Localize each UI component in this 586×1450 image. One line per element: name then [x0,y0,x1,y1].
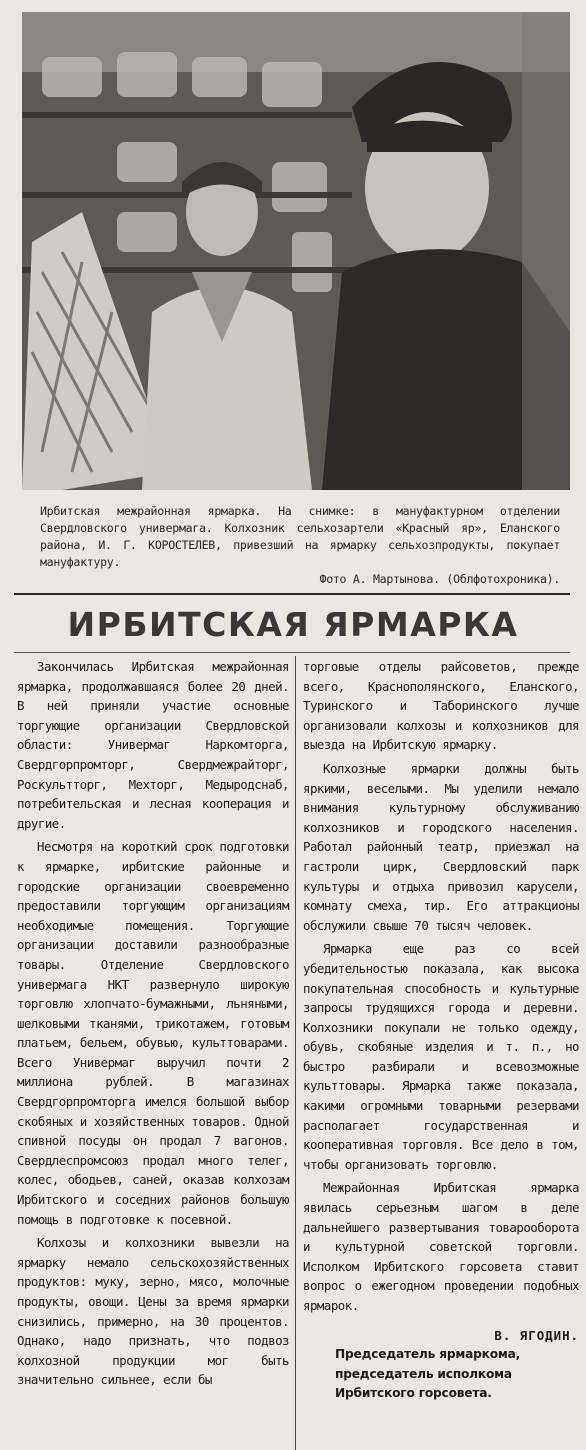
paragraph: Ярмарка еще раз со всей убедительностью показала, как высока покупательная способность и культурные запросы трудящихся города и деревни. Колхозники покупали не только одежду, обувь, скобяные изделия и т. п., но быстро разбирали и всевозможные культтовары. Ярмарка также показала, какими огромными товарными резервами располагает государственная и кооперативная торговля. Все дело в том, чтобы организовать торговлю. [303,941,579,1172]
paragraph: Колхозы и колхозники вывезли на ярмарку немало сельскохозяйственных продуктов: муку, зерно, мясо, молочные продукты, овощи. Цены за время ярмарки снизились, примерно, на 30 процентов. Однако, надо признать, что подвоз колхозной продукции мог быть значительно сильнее, если бы [17,1235,289,1388]
author-name: В. ЯГОДИН. [494,1327,579,1343]
article-title: ИРБИТСКАЯ ЯРМАРКА [67,605,519,644]
top-rule [14,593,570,595]
paragraph: Межрайонная Ирбитская ярмарка явилась серьезным шагом в деле дальнейшего развертывания товарооборота и культурной советской торговли. Исполком Ирбитского горсовета ставит вопрос о ежегодном проведении подобных ярмарок. [303,1180,579,1313]
paragraph: Колхозные ярмарки должны быть яркими, веселыми. Мы уделили немало внимания культурному обслуживанию колхозников и городского населения. Работал районный театр, приезжал на гастроли цирк, Свердловский парк культуры и отдыха привозил карусели, комнату смеха, тир. Его аттракционы обслужили свыше 70 тысяч человек. [303,760,579,933]
article-column-left [17,657,289,1394]
paragraph: Закончилась Ирбитская межрайонная ярмарка, продолжавшаяся более 20 дней. В ней приняли участие основные торгующие организации Свердловской области: Универмаг Наркомторга, Свердгорпромторг, Свердмежрайторг, Роскультторг, Мехторг, Медыродснаб, потребительская и лесная кооперация и другие. [17,659,289,831]
author-title: Председатель ярмаркома, председатель исполкома Ирбитского горсовета. [335,1347,521,1401]
column-divider [295,656,296,1450]
news-photo [22,12,570,490]
title-rule [14,652,570,653]
photo-icon [22,12,570,490]
paragraph: Несмотря на короткий срок подготовки к ярмарке, ирбитские районные и городские организации своевременно предоставили торгующим организациям необходимые помещения. Торгующие организации доставили разнообразные товары. Отделение Свердловского универмага НКТ развернуло широкую торговлю хлопчато-бумажными, льняными, шелковыми тканями, трикотажем, готовым платьем, бельем, обувью, культтоварами. Всего Универмаг выручил почти 2 миллиона рублей. В магазинах Свердгорпромторга имелся большой выбор скобяных и хозяйственных товаров. Одной спивной посуды он продал 7 вагонов. Свердлеспромсоюз продал много телег, колес, ободьев, саней, оказав колхозам Ирбитского и соседних районов большую помощь в подготовке к посевной. [17,839,289,1227]
photo-caption [40,503,560,588]
photo-credit: Фото А. Мартынова. (Облфотохроника). [319,572,560,586]
article-column-right [303,657,579,1404]
caption-text: Ирбитская межрайонная ярмарка. На снимке: в мануфактурном отделении Свердловского универмага. Колхозник сельхозартели «Красный яр», Еланского района, И. Г. КОРОСТЕЛЕВ, привезший на ярмарку сельхозпродукты, покупает мануфактуру. [40,504,560,569]
paragraph: торговые отделы райсоветов, прежде всего, Краснополянского, Еланского, Туринского и Таборинского лучше организовали колхозы и колхозников для выезда на Ирбитскую ярмарку. [303,659,579,753]
